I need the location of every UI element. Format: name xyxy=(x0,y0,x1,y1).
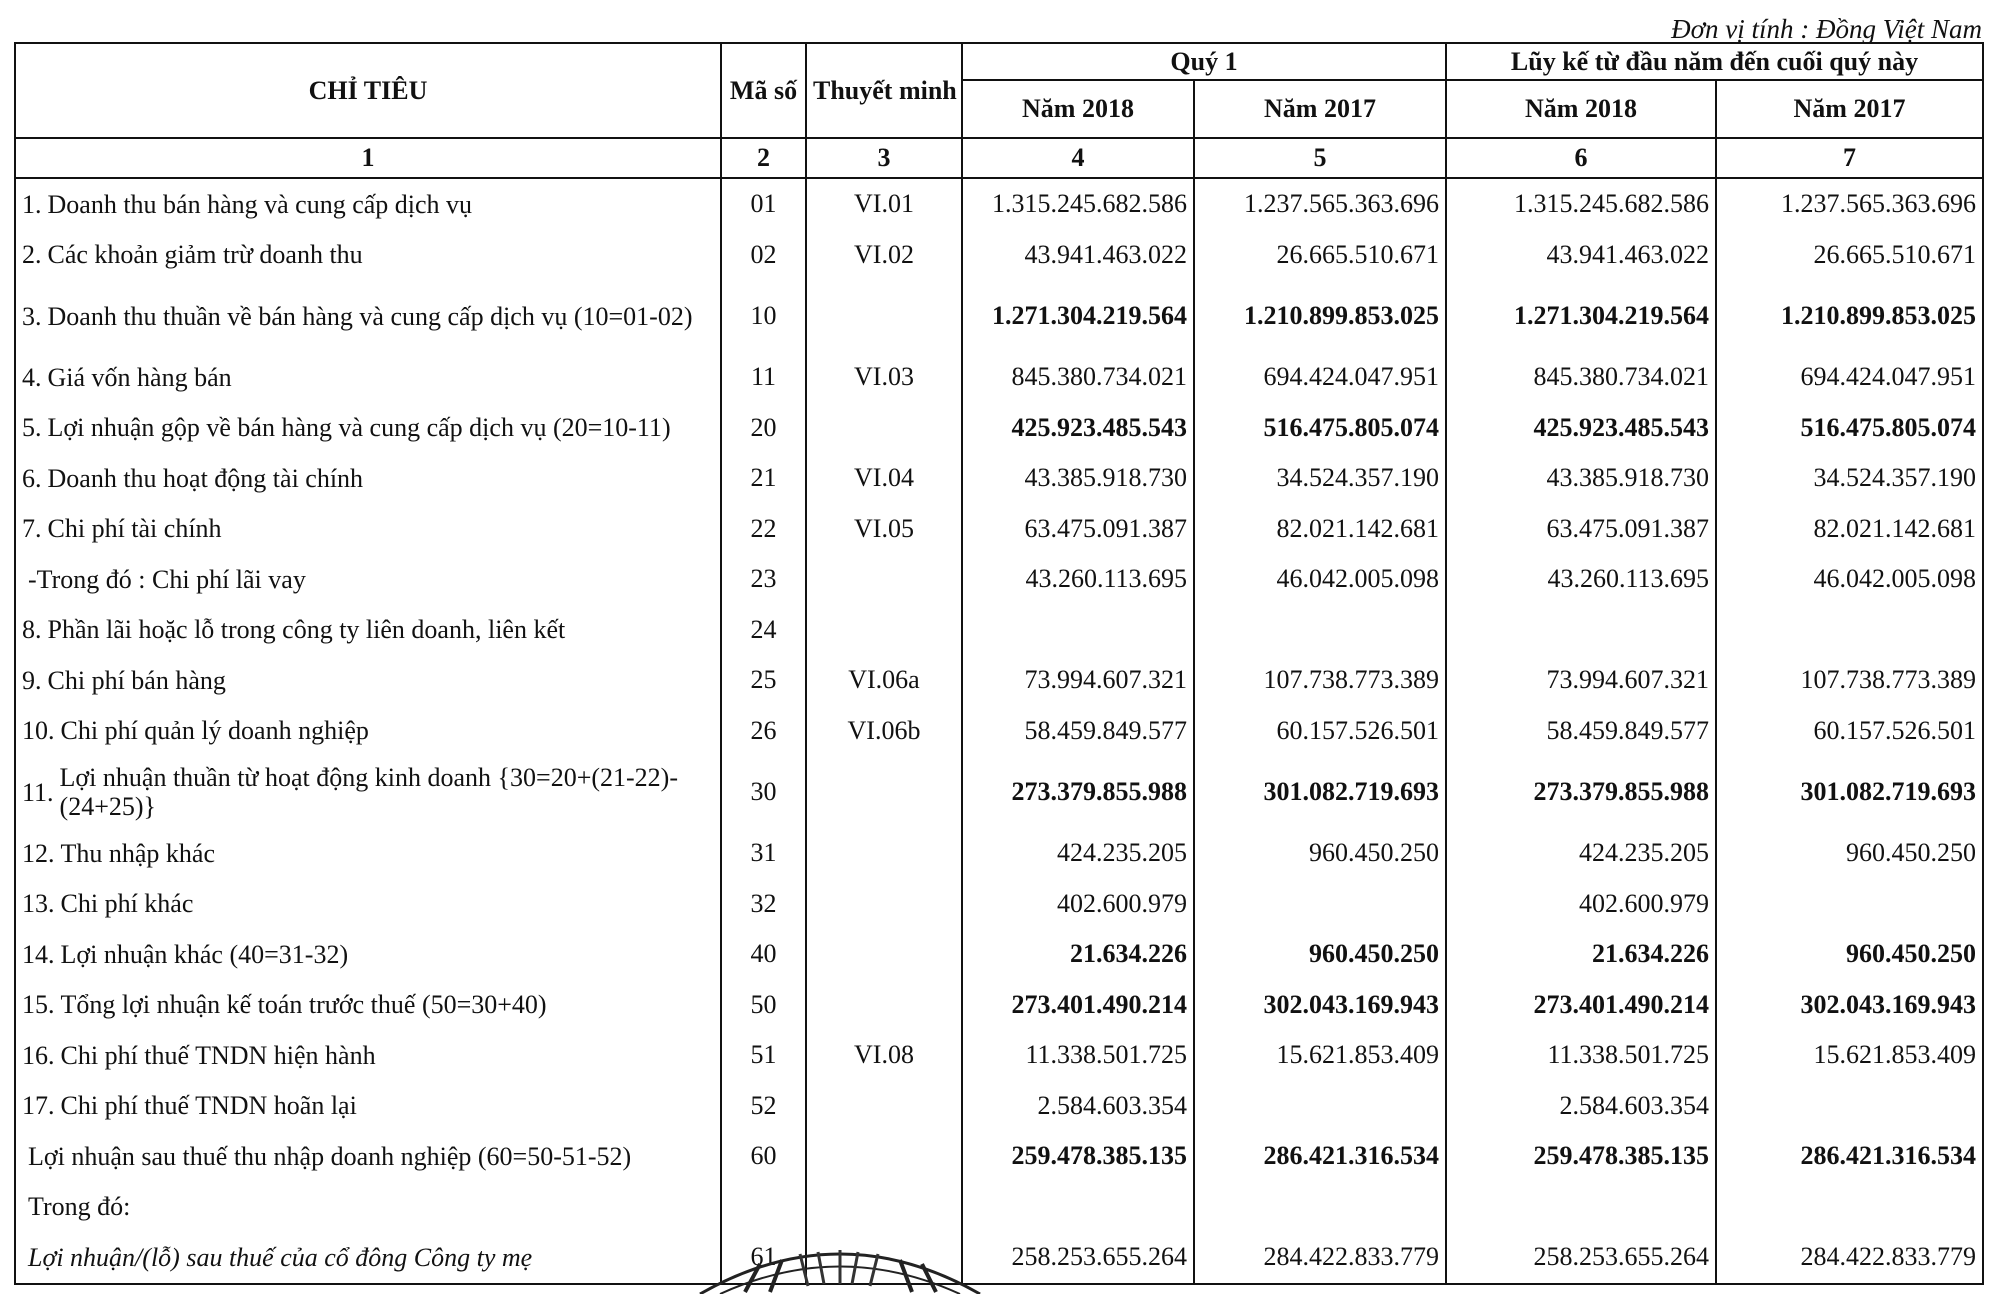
value-ytd-2018: 43.260.113.695 xyxy=(1446,554,1716,605)
value-ytd-2017: 284.422.833.779 xyxy=(1716,1232,1983,1284)
column-number: 4 xyxy=(962,138,1194,178)
value-q1-2018: 1.271.304.219.564 xyxy=(962,280,1194,352)
table-row xyxy=(15,230,1983,281)
value-ytd-2017 xyxy=(1716,879,1983,930)
value-ytd-2018: 259.478.385.135 xyxy=(1446,1131,1716,1182)
row-label xyxy=(15,178,721,230)
row-name: Tổng lợi nhuận kế toán trước thuế (50=30+40) xyxy=(60,990,547,1020)
table-row xyxy=(15,280,1983,352)
value-ytd-2017: 26.665.510.671 xyxy=(1716,230,1983,281)
value-q1-2018 xyxy=(962,605,1194,656)
row-index: 12. xyxy=(22,838,55,868)
value-q1-2018: 73.994.607.321 xyxy=(962,655,1194,706)
value-q1-2018: 258.253.655.264 xyxy=(962,1232,1194,1284)
row-note: VI.06a xyxy=(806,655,962,706)
row-code: 25 xyxy=(721,655,806,706)
value-q1-2017: 82.021.142.681 xyxy=(1194,504,1446,555)
table-row xyxy=(15,879,1983,930)
value-q1-2018: 21.634.226 xyxy=(962,929,1194,980)
row-code: 32 xyxy=(721,879,806,930)
row-index: 1. xyxy=(22,189,42,219)
value-ytd-2017: 301.082.719.693 xyxy=(1716,756,1983,828)
value-q1-2018: 58.459.849.577 xyxy=(962,706,1194,757)
row-note: VI.05 xyxy=(806,504,962,555)
table-row xyxy=(15,554,1983,605)
row-label xyxy=(15,403,721,454)
table-row xyxy=(15,706,1983,757)
value-ytd-2017: 960.450.250 xyxy=(1716,828,1983,879)
value-ytd-2017 xyxy=(1716,605,1983,656)
row-note xyxy=(806,1182,962,1233)
value-ytd-2017: 82.021.142.681 xyxy=(1716,504,1983,555)
header-year-ytd-2017: Năm 2017 xyxy=(1716,80,1983,138)
value-q1-2017: 107.738.773.389 xyxy=(1194,655,1446,706)
value-ytd-2018: 58.459.849.577 xyxy=(1446,706,1716,757)
table-row xyxy=(15,453,1983,504)
value-q1-2018: 259.478.385.135 xyxy=(962,1131,1194,1182)
column-number: 2 xyxy=(721,138,806,178)
row-note: VI.01 xyxy=(806,178,962,230)
value-q1-2018: 273.379.855.988 xyxy=(962,756,1194,828)
row-code: 11 xyxy=(721,352,806,403)
row-code: 23 xyxy=(721,554,806,605)
row-note xyxy=(806,554,962,605)
value-ytd-2018: 845.380.734.021 xyxy=(1446,352,1716,403)
row-index: 14. xyxy=(22,939,55,969)
row-name: Lợi nhuận thuần từ hoạt động kinh doanh {30=20+(21-22)-(24+25)} xyxy=(59,763,678,821)
row-note xyxy=(806,929,962,980)
row-code: 52 xyxy=(721,1081,806,1132)
table-row xyxy=(15,1030,1983,1081)
row-name: -Trong đó : Chi phí lãi vay xyxy=(28,564,306,594)
table-body xyxy=(15,178,1983,1284)
table-row xyxy=(15,352,1983,403)
value-q1-2018: 43.260.113.695 xyxy=(962,554,1194,605)
row-code: 20 xyxy=(721,403,806,454)
row-note: VI.04 xyxy=(806,453,962,504)
row-code: 01 xyxy=(721,178,806,230)
row-note xyxy=(806,280,962,352)
value-q1-2018: 2.584.603.354 xyxy=(962,1081,1194,1132)
header-chi-tieu: CHỈ TIÊU xyxy=(15,43,721,138)
row-code: 30 xyxy=(721,756,806,828)
company-seal-fragment xyxy=(690,1234,990,1294)
row-index: 11. xyxy=(22,777,54,807)
row-name: Phần lãi hoặc lỗ trong công ty liên doanh, liên kết xyxy=(47,615,566,645)
income-statement-table xyxy=(14,42,1984,1285)
row-code: 60 xyxy=(721,1131,806,1182)
value-q1-2018: 425.923.485.543 xyxy=(962,403,1194,454)
table-row xyxy=(15,828,1983,879)
value-q1-2018: 424.235.205 xyxy=(962,828,1194,879)
row-index: 6. xyxy=(22,463,42,493)
row-index: 5. xyxy=(22,413,42,443)
value-q1-2017: 516.475.805.074 xyxy=(1194,403,1446,454)
row-code: 40 xyxy=(721,929,806,980)
row-label xyxy=(15,554,721,605)
table-row xyxy=(15,929,1983,980)
value-ytd-2017 xyxy=(1716,1081,1983,1132)
value-q1-2018: 845.380.734.021 xyxy=(962,352,1194,403)
row-code: 26 xyxy=(721,706,806,757)
row-code: 31 xyxy=(721,828,806,879)
value-ytd-2017: 516.475.805.074 xyxy=(1716,403,1983,454)
column-number: 3 xyxy=(806,138,962,178)
row-code xyxy=(721,1182,806,1233)
table-row xyxy=(15,605,1983,656)
value-ytd-2017: 286.421.316.534 xyxy=(1716,1131,1983,1182)
row-label xyxy=(15,980,721,1031)
value-q1-2017: 34.524.357.190 xyxy=(1194,453,1446,504)
value-q1-2018: 43.941.463.022 xyxy=(962,230,1194,281)
header-quy-1: Quý 1 xyxy=(962,43,1446,80)
row-label xyxy=(15,706,721,757)
column-number: 1 xyxy=(15,138,721,178)
value-q1-2018: 402.600.979 xyxy=(962,879,1194,930)
row-note xyxy=(806,980,962,1031)
row-label xyxy=(15,1131,721,1182)
value-ytd-2018 xyxy=(1446,1182,1716,1233)
table-row xyxy=(15,178,1983,230)
table-row xyxy=(15,504,1983,555)
row-note xyxy=(806,879,962,930)
table-row xyxy=(15,1081,1983,1132)
row-name: Chi phí bán hàng xyxy=(47,665,226,695)
value-ytd-2018: 425.923.485.543 xyxy=(1446,403,1716,454)
value-q1-2018: 11.338.501.725 xyxy=(962,1030,1194,1081)
value-ytd-2018: 424.235.205 xyxy=(1446,828,1716,879)
row-index: 7. xyxy=(22,514,42,544)
row-label xyxy=(15,1081,721,1132)
row-name: Thu nhập khác xyxy=(60,838,216,868)
value-ytd-2017: 15.621.853.409 xyxy=(1716,1030,1983,1081)
value-ytd-2017: 60.157.526.501 xyxy=(1716,706,1983,757)
table-row xyxy=(15,1131,1983,1182)
row-code: 24 xyxy=(721,605,806,656)
value-ytd-2018: 43.941.463.022 xyxy=(1446,230,1716,281)
row-label xyxy=(15,230,721,281)
row-note xyxy=(806,828,962,879)
row-name: Chi phí thuế TNDN hoãn lại xyxy=(60,1091,357,1121)
row-name: Giá vốn hàng bán xyxy=(47,362,232,392)
row-name: Lợi nhuận khác (40=31-32) xyxy=(60,939,349,969)
column-number: 6 xyxy=(1446,138,1716,178)
value-q1-2017: 26.665.510.671 xyxy=(1194,230,1446,281)
row-index: 13. xyxy=(22,889,55,919)
row-name: Các khoản giảm trừ doanh thu xyxy=(47,240,363,270)
row-note xyxy=(806,1131,962,1182)
row-name: Chi phí thuế TNDN hiện hành xyxy=(60,1040,376,1070)
row-label xyxy=(15,280,721,352)
header-luy-ke: Lũy kế từ đầu năm đến cuối quý này xyxy=(1446,43,1983,80)
row-name: Doanh thu thuần về bán hàng và cung cấp dịch vụ (10=01-02) xyxy=(47,301,693,331)
value-q1-2017: 284.422.833.779 xyxy=(1194,1232,1446,1284)
row-label xyxy=(15,605,721,656)
value-q1-2018: 43.385.918.730 xyxy=(962,453,1194,504)
value-ytd-2017: 1.210.899.853.025 xyxy=(1716,280,1983,352)
row-index: 16. xyxy=(22,1040,55,1070)
value-ytd-2017: 34.524.357.190 xyxy=(1716,453,1983,504)
row-name: Chi phí tài chính xyxy=(47,514,222,544)
value-q1-2017: 60.157.526.501 xyxy=(1194,706,1446,757)
row-index: 8. xyxy=(22,615,42,645)
value-ytd-2017: 302.043.169.943 xyxy=(1716,980,1983,1031)
value-q1-2017 xyxy=(1194,605,1446,656)
row-name: Lợi nhuận sau thuế thu nhập doanh nghiệp (60=50-51-52) xyxy=(28,1141,632,1171)
row-code: 50 xyxy=(721,980,806,1031)
row-label xyxy=(15,1030,721,1081)
row-label xyxy=(15,1182,721,1233)
row-index: 4. xyxy=(22,362,42,392)
row-name: Doanh thu bán hàng và cung cấp dịch vụ xyxy=(47,189,473,219)
row-index: 10. xyxy=(22,716,55,746)
value-ytd-2018 xyxy=(1446,605,1716,656)
row-name: Trong đó: xyxy=(28,1192,131,1222)
value-q1-2017: 1.210.899.853.025 xyxy=(1194,280,1446,352)
value-q1-2017: 46.042.005.098 xyxy=(1194,554,1446,605)
value-q1-2017: 960.450.250 xyxy=(1194,929,1446,980)
row-note xyxy=(806,605,962,656)
value-ytd-2018: 1.315.245.682.586 xyxy=(1446,178,1716,230)
column-number: 7 xyxy=(1716,138,1983,178)
value-q1-2017: 960.450.250 xyxy=(1194,828,1446,879)
value-q1-2017 xyxy=(1194,1081,1446,1132)
header-year-ytd-2018: Năm 2018 xyxy=(1446,80,1716,138)
value-q1-2017: 301.082.719.693 xyxy=(1194,756,1446,828)
row-label xyxy=(15,453,721,504)
row-code: 51 xyxy=(721,1030,806,1081)
value-q1-2017: 286.421.316.534 xyxy=(1194,1131,1446,1182)
row-index: 17. xyxy=(22,1091,55,1121)
row-label xyxy=(15,1232,721,1284)
row-index: 9. xyxy=(22,665,42,695)
row-note xyxy=(806,1081,962,1132)
value-ytd-2018: 402.600.979 xyxy=(1446,879,1716,930)
table-row xyxy=(15,655,1983,706)
value-q1-2018 xyxy=(962,1182,1194,1233)
column-number: 5 xyxy=(1194,138,1446,178)
row-name: Chi phí khác xyxy=(60,889,194,919)
row-note: VI.02 xyxy=(806,230,962,281)
value-ytd-2017: 694.424.047.951 xyxy=(1716,352,1983,403)
value-q1-2017: 302.043.169.943 xyxy=(1194,980,1446,1031)
row-label xyxy=(15,352,721,403)
value-ytd-2018: 1.271.304.219.564 xyxy=(1446,280,1716,352)
row-name: Lợi nhuận/(lỗ) sau thuế của cổ đông Công ty mẹ xyxy=(28,1242,533,1272)
value-q1-2018: 63.475.091.387 xyxy=(962,504,1194,555)
value-ytd-2017: 107.738.773.389 xyxy=(1716,655,1983,706)
table-row xyxy=(15,980,1983,1031)
value-q1-2017 xyxy=(1194,879,1446,930)
header-row-top xyxy=(15,43,1983,80)
header-ma-so: Mã số xyxy=(721,43,806,138)
value-ytd-2018: 273.379.855.988 xyxy=(1446,756,1716,828)
value-ytd-2018: 11.338.501.725 xyxy=(1446,1030,1716,1081)
value-q1-2018: 273.401.490.214 xyxy=(962,980,1194,1031)
row-index: 3. xyxy=(22,301,42,331)
row-code: 10 xyxy=(721,280,806,352)
row-note xyxy=(806,756,962,828)
value-q1-2017: 15.621.853.409 xyxy=(1194,1030,1446,1081)
row-index: 2. xyxy=(22,240,42,270)
table-row xyxy=(15,403,1983,454)
row-label xyxy=(15,879,721,930)
row-label xyxy=(15,655,721,706)
header-year-q1-2017: Năm 2017 xyxy=(1194,80,1446,138)
value-ytd-2018: 258.253.655.264 xyxy=(1446,1232,1716,1284)
row-code: 22 xyxy=(721,504,806,555)
value-q1-2017 xyxy=(1194,1182,1446,1233)
value-ytd-2018: 273.401.490.214 xyxy=(1446,980,1716,1031)
row-name: Chi phí quản lý doanh nghiệp xyxy=(60,716,369,746)
value-ytd-2018: 21.634.226 xyxy=(1446,929,1716,980)
row-name: Doanh thu hoạt động tài chính xyxy=(47,463,364,493)
row-note: VI.06b xyxy=(806,706,962,757)
table-row xyxy=(15,1232,1983,1284)
row-note: VI.03 xyxy=(806,352,962,403)
value-q1-2018: 1.315.245.682.586 xyxy=(962,178,1194,230)
value-ytd-2018: 43.385.918.730 xyxy=(1446,453,1716,504)
row-label xyxy=(15,828,721,879)
value-ytd-2018: 73.994.607.321 xyxy=(1446,655,1716,706)
row-code: 02 xyxy=(721,230,806,281)
header-thuyet-minh: Thuyết minh xyxy=(806,43,962,138)
value-ytd-2017: 46.042.005.098 xyxy=(1716,554,1983,605)
row-label xyxy=(15,504,721,555)
row-label xyxy=(15,756,721,828)
row-index: 15. xyxy=(22,990,55,1020)
value-ytd-2017: 1.237.565.363.696 xyxy=(1716,178,1983,230)
value-ytd-2018: 2.584.603.354 xyxy=(1446,1081,1716,1132)
row-note: VI.08 xyxy=(806,1030,962,1081)
value-ytd-2017: 960.450.250 xyxy=(1716,929,1983,980)
table-row xyxy=(15,756,1983,828)
row-name: Lợi nhuận gộp về bán hàng và cung cấp dịch vụ (20=10-11) xyxy=(47,413,671,443)
row-code: 61 xyxy=(721,1232,806,1284)
header-row-column-numbers xyxy=(15,138,1983,178)
header-year-q1-2018: Năm 2018 xyxy=(962,80,1194,138)
row-label xyxy=(15,929,721,980)
row-code: 21 xyxy=(721,453,806,504)
value-q1-2017: 1.237.565.363.696 xyxy=(1194,178,1446,230)
unit-label: Đơn vị tính : Đồng Việt Nam xyxy=(1671,14,1982,44)
row-note xyxy=(806,403,962,454)
value-ytd-2017 xyxy=(1716,1182,1983,1233)
value-ytd-2018: 63.475.091.387 xyxy=(1446,504,1716,555)
table-row xyxy=(15,1182,1983,1233)
value-q1-2017: 694.424.047.951 xyxy=(1194,352,1446,403)
